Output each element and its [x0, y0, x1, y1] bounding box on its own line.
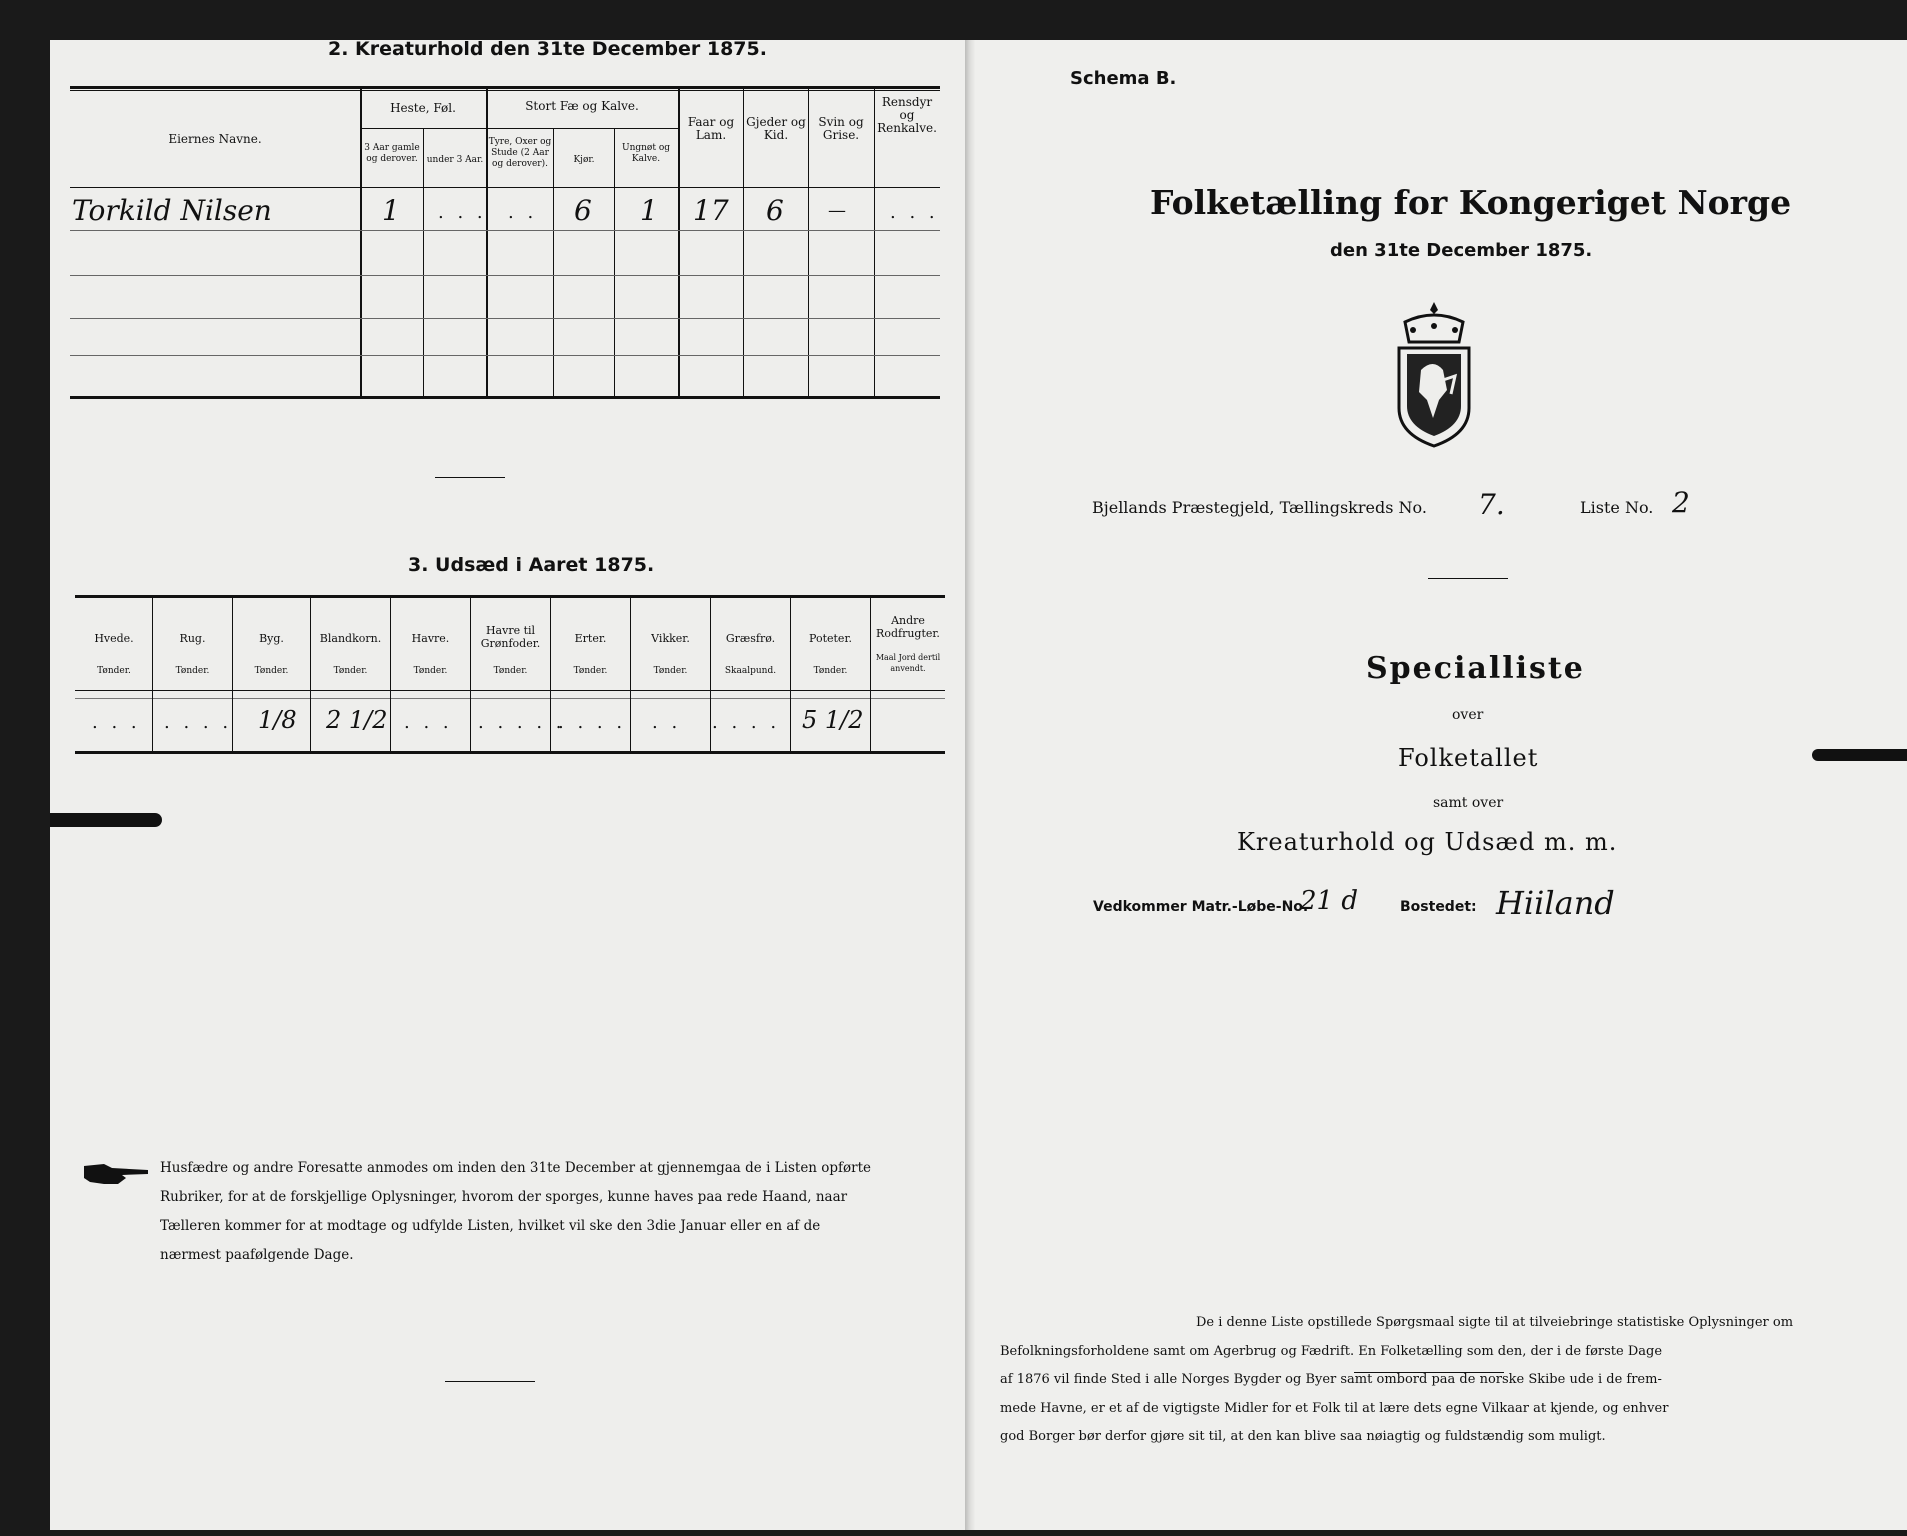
calves-header: Ungnøt og Kalve.: [621, 143, 670, 164]
horses-old-header: 3 Aar gamle og derover.: [364, 143, 420, 164]
footnote-text: [1000, 1309, 1880, 1452]
seed-unit-blandkorn: Tønder.: [333, 666, 368, 676]
district-number: 7.: [1478, 488, 1505, 521]
seed-value-byg: 1/8: [258, 706, 297, 734]
seed-header-gronfoder: Havre til Grønfoder.: [480, 624, 541, 650]
divider: [435, 477, 505, 478]
owner-name: Torkild Nilsen: [72, 194, 272, 227]
divider: [1428, 578, 1508, 579]
matr-label: Vedkommer Matr.-Løbe-No.: [1093, 899, 1309, 915]
page-clip-mark: [50, 813, 162, 827]
table3-vline: [470, 597, 471, 751]
footnote-line: Befolkningsforholdene samt om Agerbrug og Fædrift. En Folketælling som den, der i de første Dage: [1000, 1343, 1663, 1359]
sheep-value: 17: [693, 194, 729, 227]
seed-header-byg: Byg.: [259, 632, 284, 645]
book-spine: [965, 40, 975, 1530]
seed-unit-hvede: Tønder.: [97, 666, 131, 676]
divider: [445, 1381, 535, 1382]
seed-value-havre: . . .: [404, 712, 453, 733]
seed-unit-graesfro: Skaalpund.: [724, 666, 777, 676]
table2-vline: [808, 88, 809, 396]
bulls-value: . .: [508, 202, 538, 223]
horses-young-value: . . .: [438, 202, 487, 223]
table3-vline: [630, 597, 631, 751]
footnote-line: god Borger bør derfor gjøre sit til, at den kan blive saa nøiagtig og fuldstændig som muligt.: [1000, 1429, 1606, 1444]
page-clip-mark: [1812, 749, 1907, 761]
seed-value-gronfoder: . . . . .: [478, 712, 566, 733]
table2-row-rule: [70, 230, 940, 231]
reindeer-header: Rensdyr og Renkalve.: [877, 95, 937, 135]
table2-bottom-rule: [70, 396, 940, 399]
folketallet-text: Folketallet: [1398, 744, 1539, 772]
seed-value-vikker: . .: [652, 712, 682, 733]
table3-vline: [232, 597, 233, 751]
cows-value: 6: [574, 194, 592, 227]
over-text: over: [1452, 707, 1484, 723]
footnote-line: af 1876 vil finde Sted i alle Norges Bygder og Byer samt ombord paa de norske Skibe ude i de frem-: [1000, 1372, 1662, 1387]
seed-header-vikker: Vikker.: [651, 632, 690, 645]
right-page: [970, 40, 1907, 1530]
goats-value: 6: [766, 194, 784, 227]
table3-vline: [710, 597, 711, 751]
table3-vline: [390, 597, 391, 751]
table3-bottom-rule: [75, 751, 945, 754]
table2-vline: [360, 88, 362, 396]
seed-value-erter: . . . .: [558, 712, 627, 733]
table2-head-rule: [70, 187, 940, 188]
seed-header-hvede: Hvede.: [94, 632, 134, 645]
table2-vline: [486, 88, 488, 396]
seed-header-erter: Erter.: [574, 632, 607, 645]
notice-line: nærmest paafølgende Dage.: [160, 1247, 354, 1263]
seed-header-poteter: Poteter.: [809, 632, 852, 645]
pointing-hand-icon: [82, 1160, 152, 1188]
table3-vline: [152, 597, 153, 751]
table3-head-rule-2: [75, 698, 945, 699]
seed-unit-rodfrugter: Maal Jord dertil anvendt.: [875, 653, 941, 673]
table2-row-rule: [70, 275, 940, 276]
seed-unit-vikker: Tønder.: [653, 666, 688, 676]
calves-value: 1: [640, 194, 658, 227]
seed-unit-havre: Tønder.: [413, 666, 448, 676]
divider: [1354, 1372, 1504, 1373]
seed-value-rug: . . . .: [164, 712, 233, 733]
seed-unit-gronfoder: Tønder.: [493, 666, 528, 676]
notice-line: Rubriker, for at de forskjellige Oplysninger, hvorom der sporges, kunne haves paa rede Haand, naar: [160, 1189, 848, 1205]
seed-header-rug: Rug.: [179, 632, 206, 645]
footnote-line: mede Havne, er et af de vigtigste Midler for et Folk til at lære dets egne Vilkaar at kjende, og enhver: [1000, 1400, 1669, 1416]
document-title: Folketælling for Kongeriget Norge: [1150, 183, 1792, 222]
pigs-header: Svin og Grise.: [818, 115, 864, 142]
section2-title: 2. Kreaturhold den 31te December 1875.: [328, 38, 767, 60]
matr-number: 21 d: [1300, 886, 1358, 916]
seed-header-graesfro: Græsfrø.: [725, 632, 776, 645]
table3-vline: [790, 597, 791, 751]
notice-line: Tælleren kommer for at modtage og udfylde Listen, hvilket vil ske den 3die Januar eller en af de: [160, 1218, 821, 1234]
table3-top-rule: [75, 595, 945, 598]
schema-label: Schema B.: [1070, 68, 1177, 89]
bosted-label: Bostedet:: [1400, 899, 1477, 915]
seed-value-poteter: 5 1/2: [802, 706, 864, 734]
cattle-header: Stort Fæ og Kalve.: [525, 99, 639, 113]
seed-value-blandkorn: 2 1/2: [326, 706, 388, 734]
coat-of-arms-icon: [1393, 300, 1475, 448]
sheep-header: Faar og Lam.: [687, 115, 735, 142]
horses-header: Heste, Føl.: [390, 101, 456, 115]
parish-label: Bjellands Præstegjeld, Tællingskreds No.: [1092, 498, 1427, 517]
seed-value-hvede: . . .: [92, 712, 141, 733]
seed-header-blandkorn: Blandkorn.: [319, 632, 382, 645]
list-number: 2: [1672, 486, 1690, 519]
horses-old-value: 1: [382, 194, 400, 227]
table3-vline: [870, 597, 871, 751]
left-page: [50, 40, 970, 1530]
bulls-header: Tyre, Oxer og Stude (2 Aar og derover).: [488, 137, 552, 169]
samt-over-text: samt over: [1433, 795, 1504, 811]
bosted-value: Hiiland: [1496, 884, 1615, 922]
table2-vline: [874, 88, 875, 396]
section3-title: 3. Udsæd i Aaret 1875.: [408, 554, 655, 576]
table2-row-rule: [70, 318, 940, 319]
table2-vline: [743, 88, 744, 396]
notice-line: Husfædre og andre Foresatte anmodes om inden den 31te December at gjennemgaa de i Listen opførte: [160, 1160, 872, 1176]
kreaturhold-text: Kreaturhold og Udsæd m. m.: [1237, 828, 1618, 856]
table3-vline: [310, 597, 311, 751]
reindeer-value: . . .: [890, 202, 939, 223]
table2-subhead-rule: [360, 128, 678, 129]
seed-unit-rug: Tønder.: [175, 666, 210, 676]
table3-head-rule: [75, 690, 945, 691]
seed-unit-poteter: Tønder.: [813, 666, 848, 676]
table2-row-rule: [70, 355, 940, 356]
seed-header-rodfrugter: Andre Rodfrugter.: [876, 614, 940, 640]
document-date: den 31te December 1875.: [1330, 240, 1593, 261]
list-label: Liste No.: [1580, 498, 1654, 517]
goats-header: Gjeder og Kid.: [746, 115, 806, 142]
pigs-value: —: [828, 200, 846, 221]
table2-top-rule-2: [70, 90, 940, 91]
horses-young-header: under 3 Aar.: [426, 155, 484, 165]
instruction-notice: [160, 1154, 950, 1270]
footnote-line: De i denne Liste opstillede Spørgsmaal sigte til at tilveiebringe statistiske Oplysninger om: [1196, 1315, 1794, 1330]
cows-header: Kjør.: [573, 155, 595, 165]
seed-header-havre: Havre.: [411, 632, 450, 645]
owners-header: Eiernes Navne.: [168, 132, 262, 146]
seed-value-graesfro: . . . .: [712, 712, 781, 733]
specialliste-heading: Specialliste: [1366, 651, 1585, 686]
seed-unit-erter: Tønder.: [573, 666, 608, 676]
table2-top-rule: [70, 86, 940, 89]
seed-unit-byg: Tønder.: [254, 666, 289, 676]
